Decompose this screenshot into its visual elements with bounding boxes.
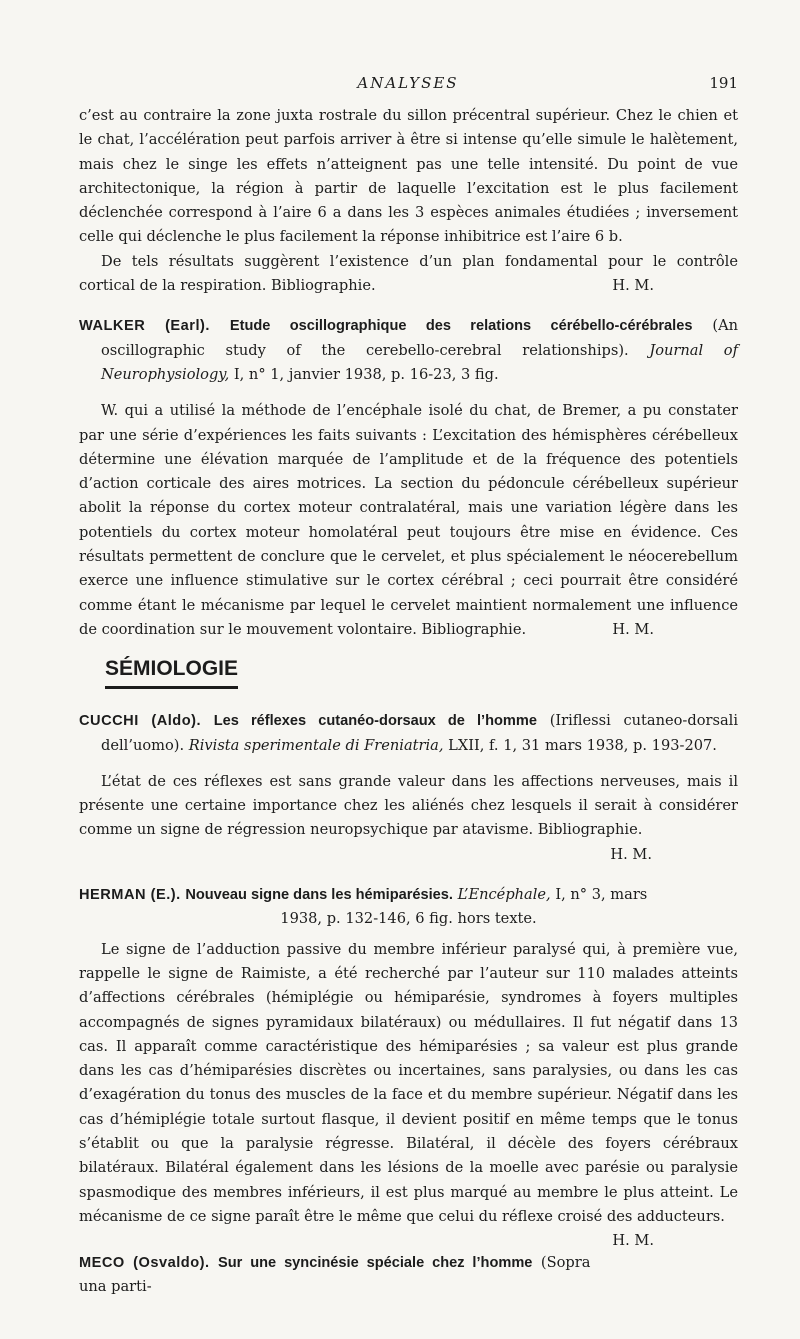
entry-original-title: (Iriflessi cutaneo-dorsali dell’uomo). (101, 712, 738, 754)
entry-original-title: (Sopra una parti- (79, 1254, 591, 1296)
abstract-text: Le signe de l’adduction passive du membre inférieur paralysé qui, à première vue, rappelle le signe de Raimiste, a été recherché par l’auteur sur 110 malades atteints d’affections cérébrales (hémiplégie ou hémiparésie, syndromes à foyers multiples accompagnés de signes pyramidaux bilatéraux) ou médullaires. Il fut négatif dans 13 cas. Il apparaît comme caractéristique des hémiparésies ; sa valeur est plus grande dans les cas d’hémiparésies discrètes ou incertaines, sans paralysies, ou dans les cas d’exagération du tonus des muscles de la face et du membre supérieur. Négatif dans les cas d’hémiplégie totale surtout flasque, il devient positif en même temps que le tonus s’établit ou que la paralysie régresse. Bilatéral, il décèle des foyers cérébraux bilatéraux. Bilatéral également dans les lésions de la moelle avec parésie ou paralysie spasmodique des membres inférieurs, il est plus marqué au membre le plus atteint. Le mécanisme de ce signe paraît être le même que celui du réflexe croisé des adducteurs. (79, 940, 738, 1225)
intro-text: De tels résultats suggèrent l’existence d’un plan fondamental pour le contrôle cortical de la respiration. Bibliographie. (79, 252, 738, 295)
section-heading: SÉMIOLOGIE (105, 656, 238, 689)
entry-journal: Journal of Neurophysiology, (101, 341, 738, 383)
entry-journal: L’Encéphale, (457, 886, 551, 904)
entry-reference: I, n° 3, mars (555, 886, 648, 904)
running-header (78, 74, 738, 98)
entry-author: HERMAN (E.). (79, 887, 181, 904)
signature: H. M. (610, 845, 652, 863)
entry-reference: I, n° 1, janvier 1938, p. 16-23, 3 fig. (233, 365, 499, 383)
signature: H. M. (612, 620, 654, 638)
entry-title: Sur une syncinésie spéciale chez l’homme (218, 1255, 533, 1272)
entry-title: Nouveau signe dans les hémiparésies. (185, 887, 453, 904)
spacer (79, 758, 738, 770)
entry-title: Les réflexes cutanéo-dorsaux de l’homme (213, 713, 538, 730)
intro-paragraph: c’est au contraire la zone juxta rostrale du sillon précentral supérieur. Chez le chien et le chat, l’accélération peut parfois arriver à être si intense qu’elle simule le halètement, mais chez le singe les effets n’atteignent pas une telle intensité. Du point de vue architectonique, la région à partir de laquelle l’excitation est le plus facilement déclenchée correspond à l’aire 6 a dans les 3 espèces animales étudiées ; inversement celle qui déclenche le plus facilement la réponse inhibitrice est l’aire 6 b. (79, 107, 738, 246)
page-number: 191 (709, 74, 738, 92)
entry-author: MECO (Osvaldo). (79, 1255, 210, 1272)
meco-entry-header (79, 1251, 738, 1300)
entry-original-title: (An oscillographic study of the cerebello-cerebral relationships). (101, 317, 739, 359)
intro-paragraph-2 (79, 250, 738, 299)
walker-abstract (79, 399, 738, 642)
signature: H. M. (612, 1232, 654, 1250)
walker-entry-header (79, 314, 738, 387)
signature: H. M. (612, 277, 654, 295)
spacer (79, 387, 738, 399)
cucchi-entry-header (79, 709, 738, 758)
cucchi-abstract: L’état de ces réflexes est sans grande valeur dans les affections nerveuses, mais il présente une certaine importance chez les aliénés chez lesquels il serait à considérer comme un signe de régression neuropsychique par atavisme. Bibliographie. (79, 772, 738, 839)
entry-reference: LXII, f. 1, 31 mars 1938, p. 193-207. (448, 736, 717, 754)
entry-title: Etude oscillographique des relations cérébello-cérébrales (229, 318, 693, 335)
page-body (79, 104, 738, 1300)
entry-author: CUCCHI (Aldo). (79, 713, 202, 730)
entry-author: WALKER (Earl). (79, 318, 210, 335)
abstract-text: W. qui a utilisé la méthode de l’encéphale isolé du chat, de Bremer, a pu constater par une série d’expériences les faits suivants : L’excitation des hémisphères cérébelleux détermine une élévation marquée de l’amplitude et de la fréquence des potentiels d’action corticale des aires motrices. La section du pédoncule cérébelleux supérieur abolit la réponse du cortex moteur contralatéral, mais une variation légère dans les potentiels du cortex moteur homolatéral peut toujours être mise en évidence. Ces résultats permettent de conclure que le cervelet, et plus spécialement le néocerebellum exerce une influence stimulative sur le cortex cérébral ; ceci pourrait être considéré comme étant le mécanisme par lequel le cervelet maintient normalement une influence de coordination sur le mouvement volontaire. Bibliographie. (79, 402, 738, 638)
entry-reference-continued: 1938, p. 132-146, 6 fig. hors texte. (280, 910, 537, 928)
herman-abstract (79, 938, 738, 1250)
running-title: ANALYSES (357, 74, 459, 92)
herman-entry-header (79, 883, 738, 907)
entry-journal: Rivista sperimentale di Freniatria, (188, 736, 444, 754)
